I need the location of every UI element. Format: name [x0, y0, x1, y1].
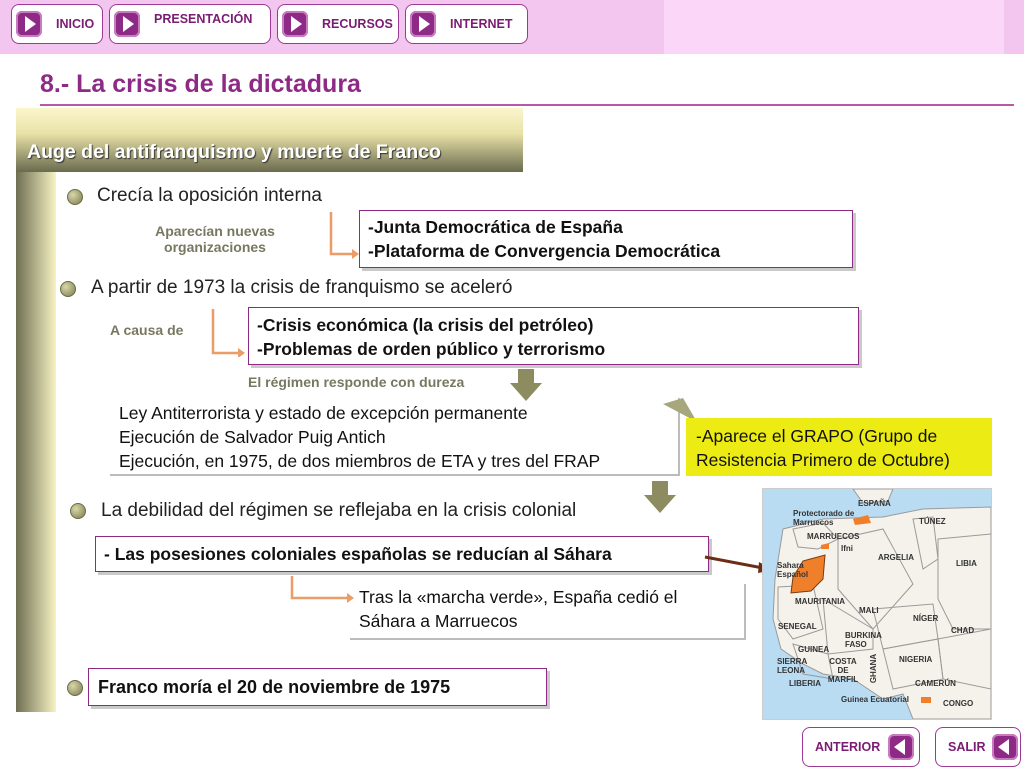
green-march-line: Tras la «marcha verde», España cedió el [359, 587, 678, 607]
organization-item: -Plataforma de Convergencia Democrática [368, 241, 721, 261]
colonies-text: - Las posesiones coloniales españolas se reducían al Sáhara [104, 544, 612, 564]
map-label: ARGELIA [878, 553, 914, 562]
play-icon [114, 11, 140, 37]
franco-death-text: Franco moría el 20 de noviembre de 1975 [98, 677, 451, 697]
nav-presentacion-label: PRESENTACIÓN [154, 12, 253, 26]
exit-button[interactable] [935, 727, 1021, 767]
map-label: GHANA [869, 653, 879, 684]
map-label: MARRUECOS [807, 532, 860, 541]
franco-death-box [88, 668, 547, 706]
bullet-icon [67, 189, 83, 205]
down-arrow-icon [643, 480, 677, 514]
back-arrow-icon [992, 734, 1018, 760]
title-divider [40, 104, 1014, 106]
map-label: NÍGER [913, 614, 939, 623]
green-march-line: Sáhara a Marruecos [359, 611, 518, 631]
down-arrow-icon [509, 368, 543, 402]
map-label: MAURITANIA [795, 597, 846, 606]
connector-arrow-icon [325, 210, 360, 260]
grapo-line: Resistencia Primero de Octubre) [696, 450, 950, 470]
page-title: 8.- La crisis de la dictadura [40, 70, 361, 98]
africa-map [762, 488, 992, 720]
new-organizations-label: Aparecían nuevas organizaciones [155, 223, 275, 255]
map-label: CONGO [943, 699, 974, 708]
map-label: BURKINA FASO [845, 631, 882, 649]
organizations-box [359, 210, 853, 268]
map-label: COSTA DE MARFIL [827, 657, 859, 684]
nav-presentacion-button[interactable] [109, 4, 271, 44]
nav-inicio-button[interactable] [11, 4, 103, 44]
colonies-box [95, 536, 709, 572]
play-icon [410, 11, 436, 37]
map-label: CHAD [951, 626, 975, 635]
point-colonial-crisis: La debilidad del régimen se reflejaba en la crisis colonial [101, 500, 577, 521]
organization-item: -Junta Democrática de España [368, 217, 623, 237]
play-icon [16, 11, 42, 37]
connector-arrow-icon [288, 574, 358, 606]
map-label: Guinea Ecuatorial [841, 695, 910, 704]
connector-arrow-icon [207, 307, 247, 357]
repression-item: Ejecución, en 1975, de dos miembros de ETA y tres del FRAP [119, 451, 601, 471]
nav-inicio-label: INICIO [56, 17, 95, 31]
repression-box [110, 398, 680, 476]
map-label: SENEGAL [778, 622, 817, 631]
bullet-icon [67, 680, 83, 696]
grapo-line: -Aparece el GRAPO (Grupo de [696, 426, 938, 446]
map-label: Sahara Español [777, 561, 809, 579]
map-label: LIBERIA [789, 679, 821, 688]
map-label: SIERRA LEONA [777, 657, 807, 675]
repression-item: Ley Antiterrorista y estado de excepción permanente [119, 403, 528, 423]
map-label: MALI [859, 606, 879, 615]
top-nav-spacer [664, 0, 1004, 54]
prev-label: ANTERIOR [815, 740, 881, 754]
causes-box [248, 307, 859, 365]
map-label: ESPAÑA [858, 499, 891, 508]
grapo-box [686, 418, 992, 476]
bullet-icon [70, 503, 86, 519]
nav-recursos-button[interactable] [277, 4, 399, 44]
bullet-icon [60, 281, 76, 297]
green-march-box [350, 584, 746, 640]
prev-button[interactable] [802, 727, 920, 767]
cause-item: -Crisis económica (la crisis del petróleo) [257, 315, 594, 335]
nav-internet-label: INTERNET [450, 17, 513, 31]
nav-recursos-label: RECURSOS [322, 17, 393, 31]
nav-internet-button[interactable] [405, 4, 528, 44]
repression-item: Ejecución de Salvador Puig Antich [119, 427, 386, 447]
back-arrow-icon [888, 734, 914, 760]
map-label: Protectorado de Marruecos [793, 509, 855, 527]
map-label: GUINEA [798, 645, 830, 654]
play-icon [282, 11, 308, 37]
exit-label: SALIR [948, 740, 986, 754]
map-label: TÚNEZ [919, 517, 946, 526]
regime-response-label: El régimen responde con dureza [248, 374, 465, 390]
point-crisis-1973: A partir de 1973 la crisis de franquismo se aceleró [91, 277, 513, 298]
section-sidebar [16, 172, 56, 712]
cause-label: A causa de [110, 322, 184, 338]
map-label: CAMERÚN [915, 679, 956, 688]
map-label: Ifni [841, 544, 853, 553]
cause-item: -Problemas de orden público y terrorismo [257, 339, 606, 359]
map-label: NIGERIA [899, 655, 933, 664]
map-label: LIBIA [956, 559, 977, 568]
point-opposition: Crecía la oposición interna [97, 185, 322, 206]
section-title: Auge del antifranquismo y muerte de Franco [27, 141, 441, 163]
